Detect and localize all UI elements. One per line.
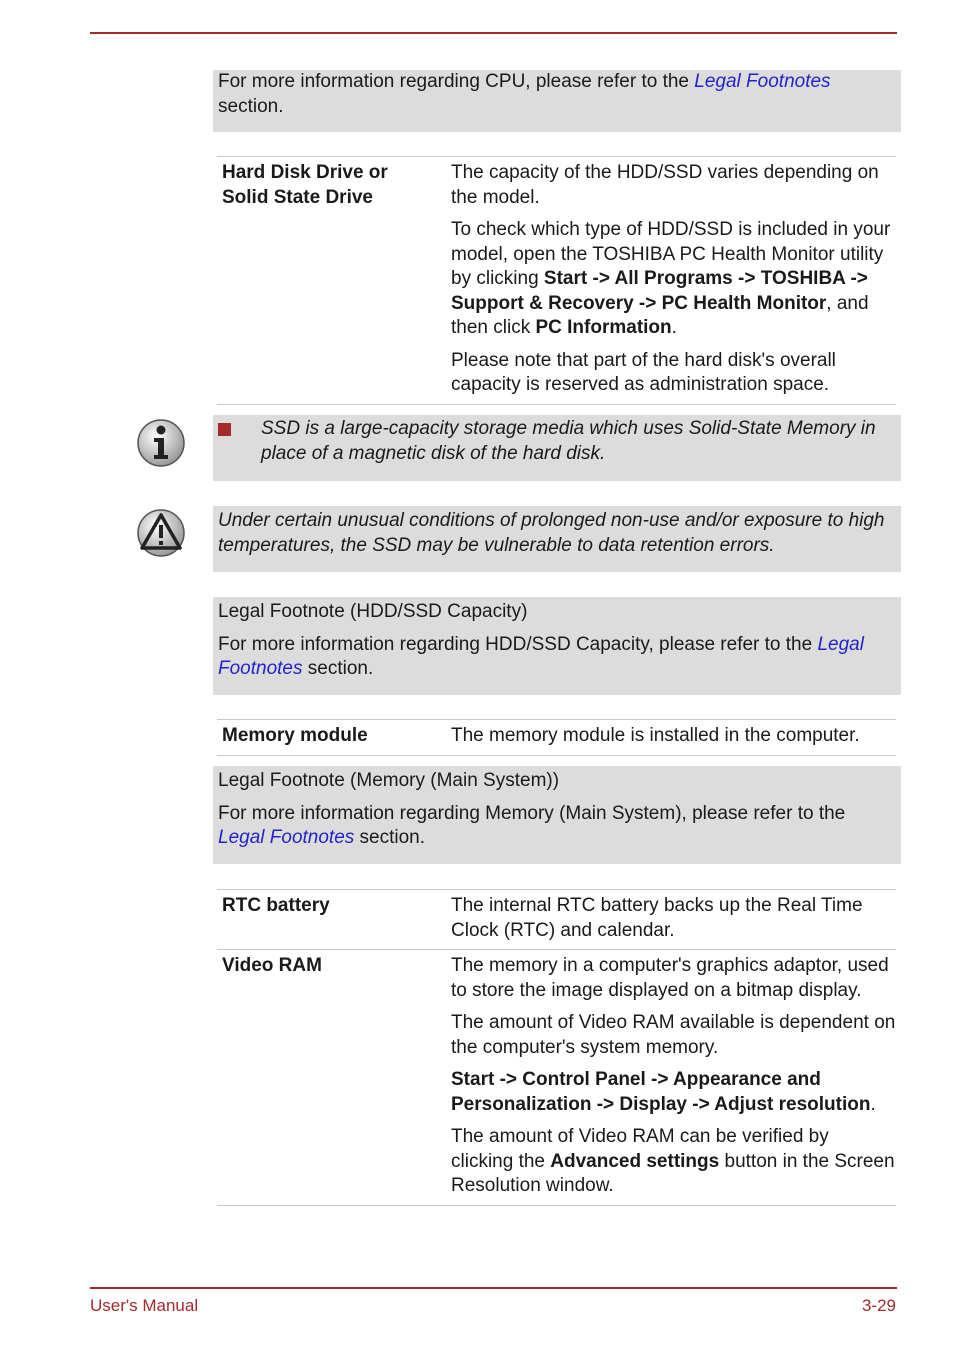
bullet-marker (218, 423, 231, 436)
legal-footnotes-link[interactable]: Legal Footnotes (218, 827, 355, 848)
vram-description: The memory in a computer's graphics adaptor, used to store the image displayed on a bitmap display. The amount of Video RAM available is dependent on the computer's system memory. Start -> Control Panel -> Appearance and Personalization -> Display -> Adjust resolution. The amount of Video RAM can be verified by clicking the Advanced settings button in the Screen Resolution window. (451, 955, 896, 1196)
table-row (217, 720, 896, 756)
footer-page-number: 3-29 (861, 1296, 896, 1315)
hdd-spec-table (217, 156, 896, 405)
rtc-term: RTC battery (222, 895, 330, 916)
rtc-description: The internal RTC battery backs up the Real Time Clock (RTC) and calendar. (451, 895, 863, 941)
hdd-legal-footnote: Legal Footnote (HDD/SSD Capacity) For more information regarding HDD/SSD Capacity, please refer to the Legal Footnotes section. (213, 597, 901, 695)
memory-spec-table (217, 719, 896, 756)
table-row (217, 890, 896, 950)
info-icon (136, 418, 186, 468)
header-rule (90, 32, 897, 34)
footer-rule (90, 1287, 897, 1289)
cpu-note-text: For more information regarding CPU, please refer to the Legal Footnotes section. (218, 71, 831, 117)
table-row (217, 157, 896, 405)
table-row (217, 950, 896, 1206)
warning-icon (136, 508, 186, 558)
rtc-vram-spec-table (217, 889, 896, 1206)
hdd-term: Hard Disk Drive or Solid State Drive (222, 162, 388, 208)
memory-legal-footnote: Legal Footnote (Memory (Main System)) For more information regarding Memory (Main System), please refer to the Legal Footnotes section. (213, 766, 901, 864)
ssd-info-note: SSD is a large-capacity storage media which uses Solid-State Memory in place of a magnetic disk of the hard disk. (213, 415, 901, 481)
cpu-legal-note (213, 70, 901, 132)
vram-term: Video RAM (222, 955, 322, 976)
memory-description: The memory module is installed in the computer. (451, 725, 860, 746)
memory-term: Memory module (222, 725, 368, 746)
footer-manual-title: User's Manual (90, 1296, 199, 1315)
legal-footnotes-link[interactable]: Legal Footnotes (694, 71, 831, 92)
hdd-description: The capacity of the HDD/SSD varies depending on the model. To check which type of HDD/SSD is included in your model, open the TOSHIBA PC Health Monitor utility by clicking Start -> All Programs -> TOSHIBA -> Support & Recovery -> PC Health Monitor, and then click PC Information. Please note that part of the hard disk's overall capacity is reserved as administration space. (451, 162, 891, 395)
ssd-caution-note: Under certain unusual conditions of prolonged non-use and/or exposure to high temperatures, the SSD may be vulnerable to data retention errors. (213, 506, 901, 572)
legal-footnotes-link[interactable]: Legal Footnotes (218, 633, 864, 679)
